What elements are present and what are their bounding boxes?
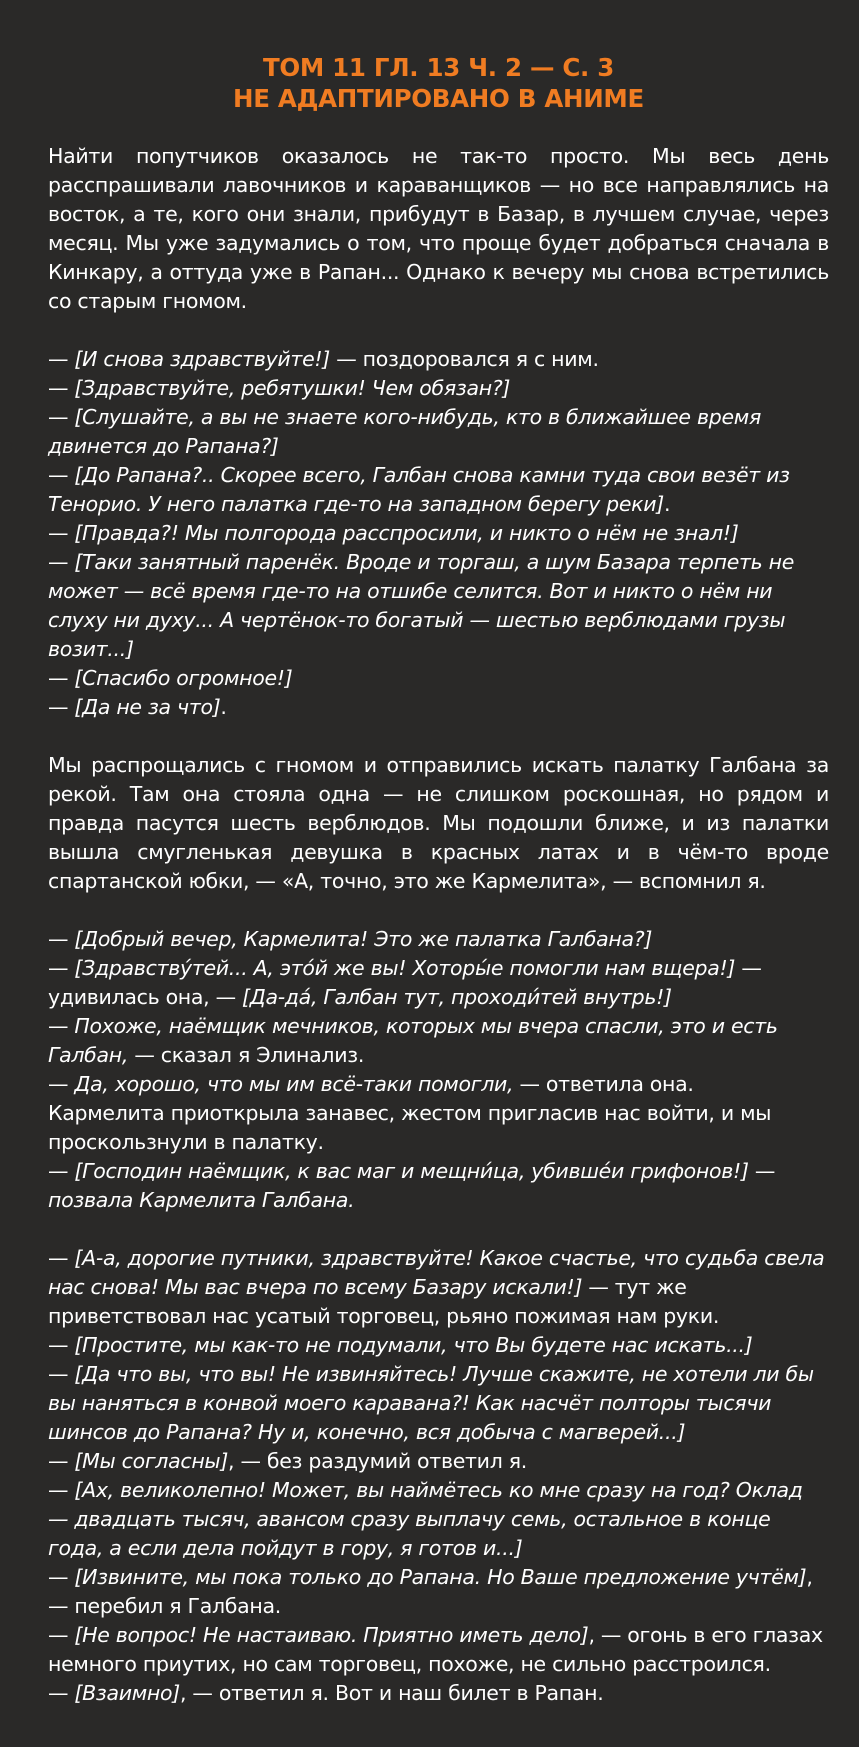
dialog-speech: [Не вопрос! Не настаиваю. Приятно иметь дело] <box>74 1623 589 1647</box>
paragraph: Мы распрощались с гномом и отправились искать палатку Галбана за рекой. Там она стояла одна — не слишком роскошная, но рядом и правда пасутся шесть верблюдов. Мы подошли ближе, и из палатки вышла смугленькая девушка в красных латах и в чём-то вроде спартанской юбки, — «А, точно, это же Кармелита», — вспомнил я. <box>48 753 829 893</box>
dialog-speech: [Таки занятный паренёк. Вроде и торгаш, а шум Базара терпеть не может — всё время где-то на отшибе селится. Вот и никто о нём ни слуху ни духу... А чертёнок-то богатый — шестью верблюдами грузы возит...] <box>48 550 795 661</box>
dialog-narration: — <box>48 1246 75 1270</box>
dialog-narration: — <box>48 521 75 545</box>
dialog-narration: — ответила она. <box>513 1072 694 1096</box>
dialog-speech: [Здравству́тей... А, это́й же вы! Хоторы́е помогли нам вщера!] <box>74 956 736 980</box>
dialog-speech: [Господин наёмщик, к вас маг и мещни́ца, убившéи грифонов!] <box>74 1159 749 1183</box>
dialog-speech: [А-а, дорогие путники, здравствуйте! Какое счастье, что судьба свела нас снова! Мы вас вчера по всему Базару искали!] <box>48 1246 825 1299</box>
dialog-line <box>48 1099 829 1157</box>
dialog-narration: Кармелита приоткрыла занавес, жестом пригласив нас войти, и мы проскользнули в палатку. <box>48 1101 772 1154</box>
dialog-speech: [До Рапана?.. Скорее всего, Галбан снова камни туда свои везёт из Тенорио. У него палатка где-то на западном берегу реки] <box>48 463 790 516</box>
dialog-line <box>48 1012 829 1070</box>
dialog-narration: , — ответил я. Вот и наш билет в Рапан. <box>179 1681 604 1705</box>
dialog-narration: — <box>48 927 75 951</box>
dialog-speech: [Слушайте, а вы не знаете кого-нибудь, кто в ближайшее время двинется до Рапана?] <box>48 405 761 458</box>
dialog-line <box>48 461 829 519</box>
dialog-line <box>48 1679 829 1708</box>
dialog-line <box>48 1331 829 1360</box>
dialog-speech: [Мы согласны] <box>74 1449 229 1473</box>
dialog-line <box>48 664 829 693</box>
dialog-speech: [Простите, мы как-то не подумали, что Вы будете нас искать...] <box>74 1333 753 1357</box>
dialog-narration: — тут же приветствовал нас усатый торговец, рьяно пожимая нам руки. <box>48 1275 720 1328</box>
dialog-line <box>48 519 829 548</box>
dialog-narration: — <box>748 1159 776 1183</box>
dialog-speech: [И снова здравствуйте!] <box>74 347 330 371</box>
dialog-line <box>48 345 829 374</box>
dialog-speech: [Да-да́, Галбан тут, проходи́тей внутрь!] <box>242 985 672 1009</box>
dialog-speech: [Да не за что] <box>74 695 221 719</box>
chapter-subtitle: НЕ АДАПТИРОВАНО В АНИМЕ <box>233 84 644 113</box>
dialog-narration: — <box>48 1681 75 1705</box>
dialog-speech: Да, хорошо, что мы им всё-таки помогли, <box>74 1072 514 1096</box>
dialog-narration: — <box>48 1333 75 1357</box>
dialog-line <box>48 1157 829 1215</box>
dialog-narration: , — огонь в его глазах немного приутих, но сам торговец, похоже, не сильно расстроился. <box>48 1623 823 1676</box>
dialog-line <box>48 1621 829 1679</box>
dialog-line <box>48 954 829 1012</box>
dialog-narration: , — перебил я Галбана. <box>48 1565 813 1618</box>
paragraph: Найти попутчиков оказалось не так-то просто. Мы весь день расспрашивали лавочников и караванщиков — но все направлялись на восток, а те, кого они знали, прибудут в Базар, в лучшем случае, через месяц. Мы уже задумались о том, что проще будет добраться сначала в Кинкару, а оттуда уже в Рапан... Однако к вечеру мы снова встретились со старым гномом. <box>48 144 829 313</box>
dialog-speech: [Да что вы, что вы! Не извиняйтесь! Лучше скажите, не хотели ли бы вы наняться в конвой моего каравана?! Как насчёт полторы тысячи шинсов до Рапана? Ну и, конечно, вся добыча с магверей...] <box>48 1362 814 1444</box>
dialog-speech: [Ах, великолепно! Может, вы наймётесь ко мне сразу на год? Оклад — двадцать тысяч, авансом сразу выплачу семь, остальное в конце года, а если дела пойдут в гору, я готов и...] <box>48 1478 803 1560</box>
dialog-speech: [Спасибо огромное!] <box>74 666 293 690</box>
dialog-line <box>48 1360 829 1447</box>
dialog-narration: — <box>48 956 75 980</box>
dialog-speech: [Здравствуйте, ребятушки! Чем обязан?] <box>74 376 511 400</box>
dialog-line <box>48 403 829 461</box>
dialog-narration: — <box>48 376 75 400</box>
dialog-narration: . <box>663 492 671 516</box>
dialog-narration: — <box>48 666 75 690</box>
dialog-speech: [Правда?! Мы полгорода расспросили, и никто о нём не знал!] <box>74 521 739 545</box>
dialog-speech: позвала Кармелита Галбана. <box>48 1188 355 1212</box>
dialog-speech: [Взаимно] <box>74 1681 180 1705</box>
dialog-line <box>48 925 829 954</box>
dialog-block <box>48 925 829 1215</box>
dialog-speech: [Добрый вечер, Кармелита! Это же палатка Галбана?] <box>74 927 653 951</box>
dialog-line <box>48 1447 829 1476</box>
dialog-narration: — <box>48 1449 75 1473</box>
dialog-narration: — <box>48 1014 75 1038</box>
dialog-narration: — <box>48 1478 75 1502</box>
dialog-speech: [Извините, мы пока только до Рапана. Но Ваше предложение учтём] <box>74 1565 807 1589</box>
dialog-narration: — <box>48 550 75 574</box>
dialog-line <box>48 1244 829 1331</box>
dialog-narration: — <box>48 1565 75 1589</box>
dialog-narration: — сказал я Элинализ. <box>128 1043 365 1067</box>
dialog-speech: Похоже, наёмщик мечников, которых мы вчера спасли, это и есть Галбан, <box>48 1014 778 1067</box>
dialog-line <box>48 1070 829 1099</box>
dialog-narration: — <box>48 695 75 719</box>
chapter-header <box>48 52 829 114</box>
dialog-line <box>48 1563 829 1621</box>
dialog-narration: — <box>48 347 75 371</box>
dialog-narration: — <box>48 463 75 487</box>
chapter-text <box>48 142 829 1708</box>
dialog-block <box>48 345 829 722</box>
chapter-title: ТОМ 11 ГЛ. 13 Ч. 2 — С. 3 <box>262 53 615 82</box>
dialog-narration: , — без раздумий ответил я. <box>228 1449 527 1473</box>
dialog-narration: — <box>48 1159 75 1183</box>
dialog-narration: — <box>48 1362 75 1386</box>
dialog-block <box>48 1244 829 1708</box>
dialog-narration: — удивилась она, — <box>48 956 762 1009</box>
dialog-narration: — <box>48 1072 75 1096</box>
dialog-narration: . <box>220 695 227 719</box>
dialog-line <box>48 693 829 722</box>
dialog-line <box>48 548 829 664</box>
dialog-narration: — <box>48 1623 75 1647</box>
dialog-line <box>48 374 829 403</box>
dialog-narration: — поздоровался я с ним. <box>330 347 599 371</box>
dialog-narration: — <box>48 405 75 429</box>
dialog-line <box>48 1476 829 1563</box>
